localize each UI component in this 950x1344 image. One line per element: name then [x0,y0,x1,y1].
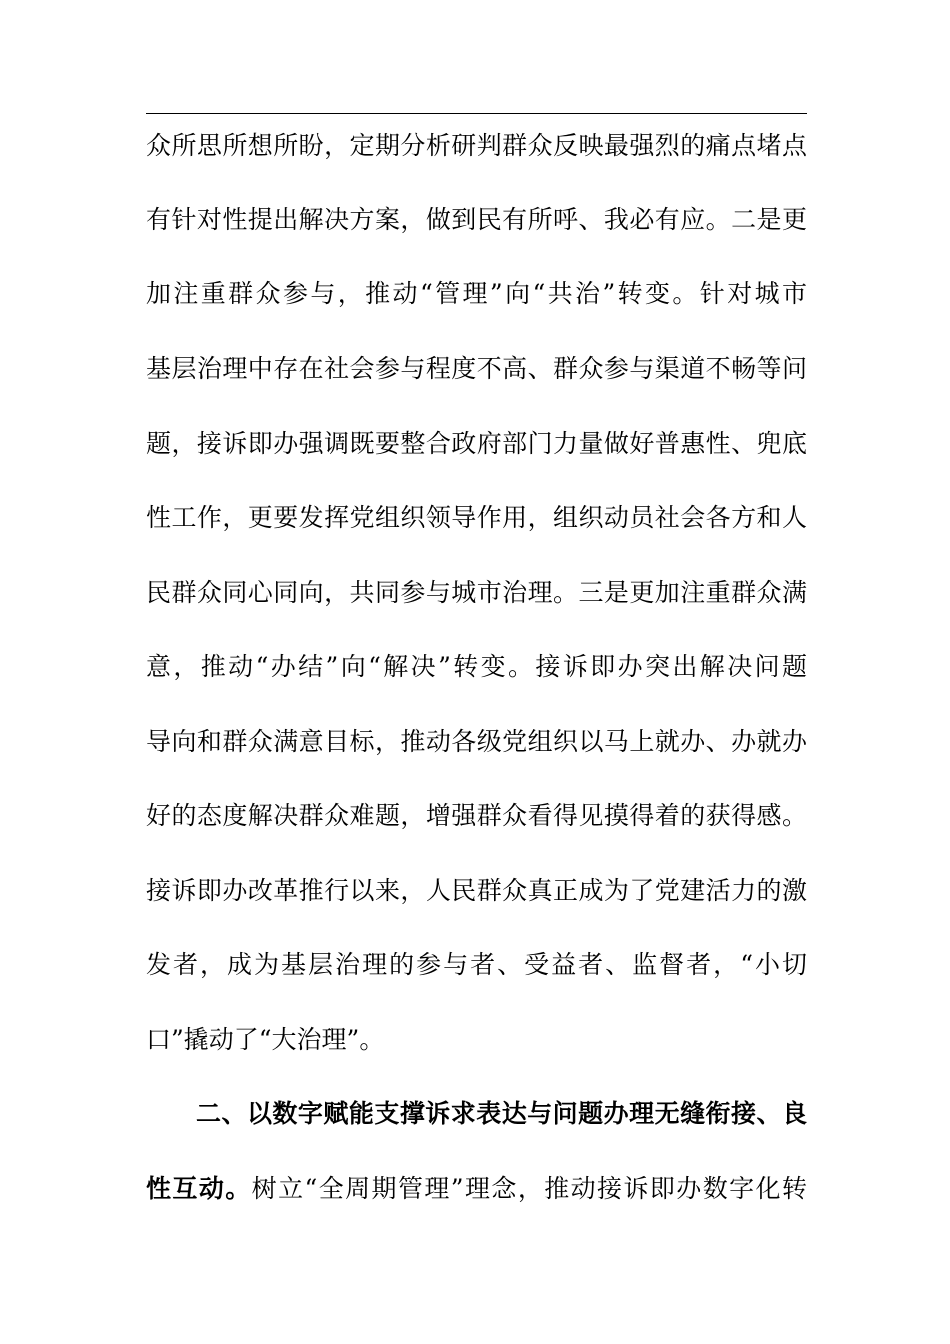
section-heading-continuation [146,1169,807,1209]
header-rule [146,113,807,114]
body-text: 树立“全周期管理”理念，推动接诉即办数字化转 [251,1174,807,1203]
text-line: 导向和群众满意目标，推动各级党组织以马上就办、办就办 [146,727,807,756]
text-line: 题，接诉即办强调既要整合政府部门力量做好普惠性、兜底 [146,429,807,458]
text-line: 基层治理中存在社会参与程度不高、群众参与渠道不畅等问 [146,354,807,383]
section-heading: 二、以数字赋能支撑诉求表达与问题办理无缝衔接、良 [196,1099,807,1128]
text-line: 发者，成为基层治理的参与者、受益者、监督者，“小切 [146,950,807,979]
text-line: 意，推动“办结”向“解决”转变。接诉即办突出解决问题 [146,652,807,681]
text-line: 有针对性提出解决方案，做到民有所呼、我必有应。二是更 [146,205,807,234]
section-heading-tail: 性互动。 [146,1174,252,1203]
text-line: 性工作，更要发挥党组织领导作用，组织动员社会各方和人 [146,503,807,532]
text-line: 众所思所想所盼，定期分析研判群众反映最强烈的痛点堵点 [146,131,807,160]
text-line: 民群众同心同向，共同参与城市治理。三是更加注重群众满 [146,578,807,607]
text-line: 接诉即办改革推行以来，人民群众真正成为了党建活力的激 [146,876,807,905]
text-line: 口”撬动了“大治理”。 [146,1025,385,1054]
text-line: 好的态度解决群众难题，增强群众看得见摸得着的获得感。 [146,801,807,830]
text-line: 加注重群众参与，推动“管理”向“共治”转变。针对城市 [146,279,807,308]
